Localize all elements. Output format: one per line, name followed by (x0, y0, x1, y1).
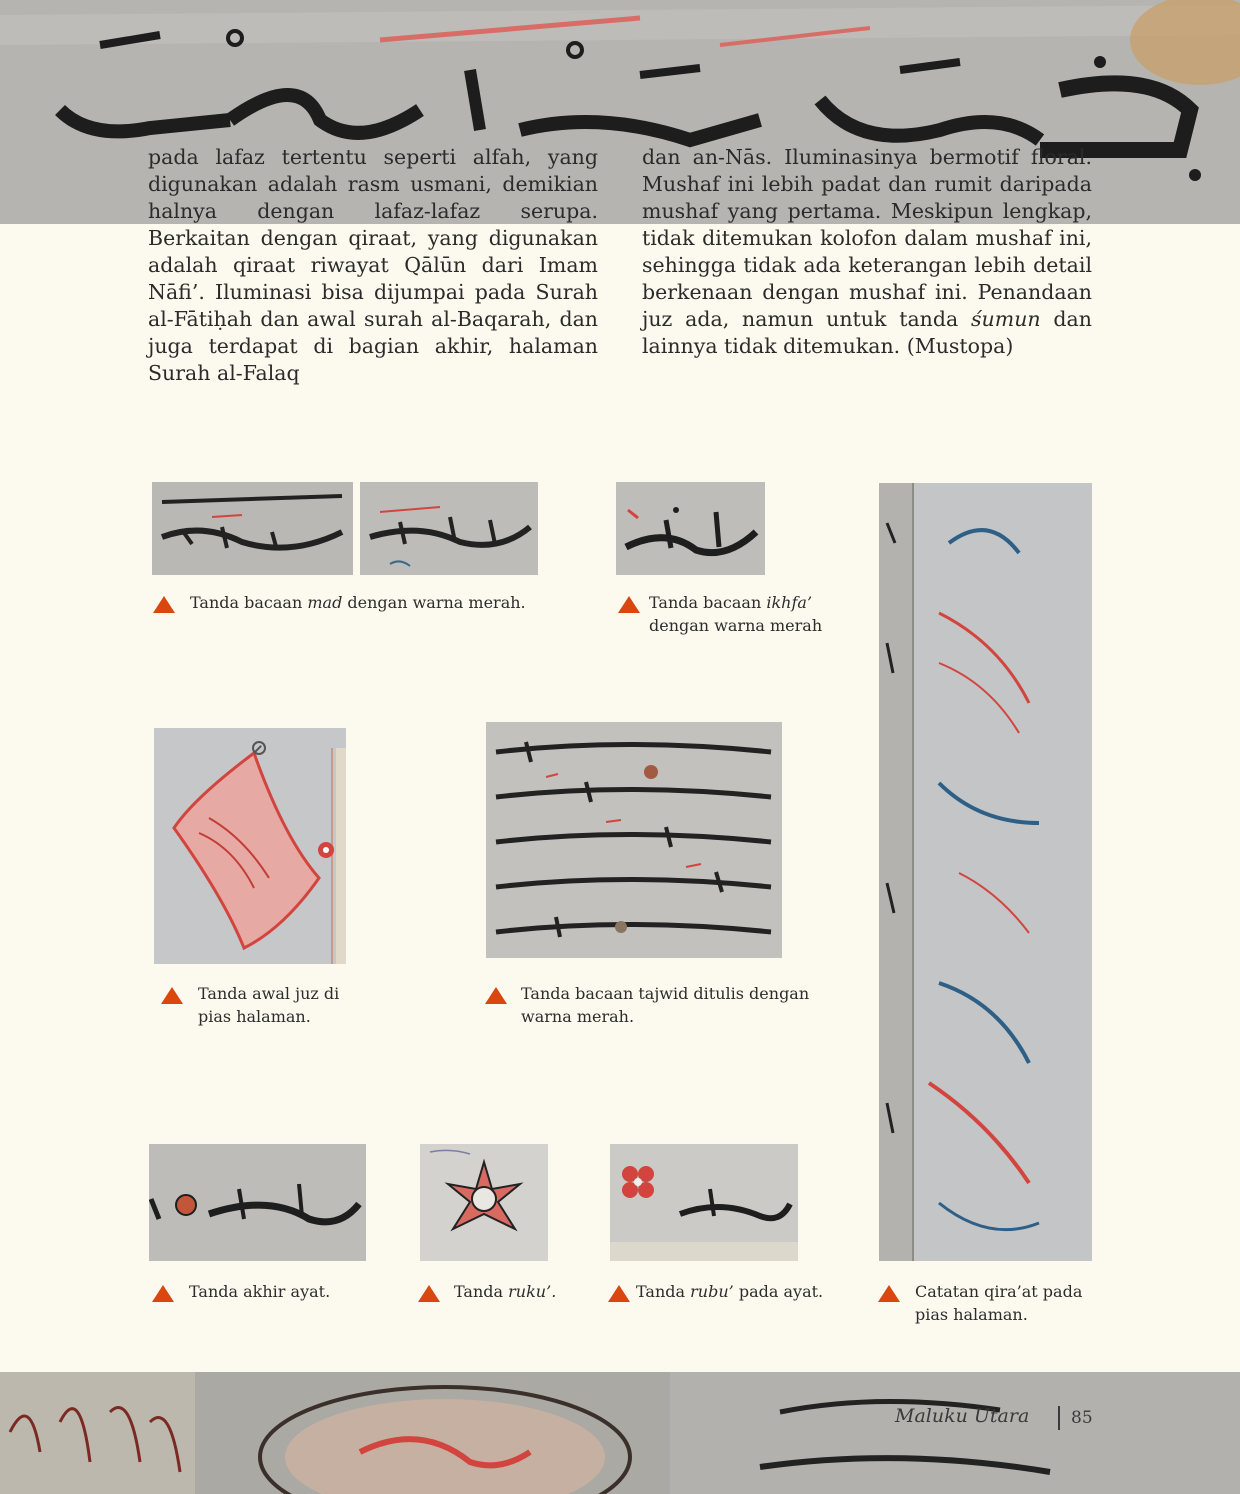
right-paragraph-text: dan an-Nās. Iluminasinya bermotif floral. Mushaf ini lebih padat dan rumit daripada mushaf yang pertama. Meskipun lengkap, tidak ditemukan kolofon dalam mushaf ini, sehingga tidak ada keterangan lebih detail berkenaan dengan mushaf ini. Penandaan juz ada, namun untuk tanda (642, 145, 1092, 331)
caption-triangle-icon (152, 1285, 174, 1302)
caption-triangle-icon (485, 987, 507, 1004)
caption-tajwid: Tanda bacaan tajwid ditulis dengan warna merah. (521, 984, 810, 1026)
photo-tajwid (486, 722, 782, 958)
right-paragraph-emphasis: śumun (971, 307, 1041, 331)
caption-triangle-icon (161, 987, 183, 1004)
photo-juz-marker (154, 728, 346, 964)
body-text-left-column (148, 144, 598, 387)
photo-ruku (420, 1144, 548, 1261)
folio-divider (1058, 1406, 1060, 1430)
caption-ikhfa: Tanda bacaan ikhfa’ dengan warna merah (649, 593, 823, 635)
photo-qiraat-margin (879, 483, 1092, 1261)
page-number: 85 (1071, 1408, 1093, 1428)
caption-mad: Tanda bacaan mad dengan warna merah. (190, 593, 526, 612)
right-paragraph-end: dan lainnya tidak ditemukan. (Mustopa) (642, 307, 1092, 358)
caption-triangle-icon (878, 1285, 900, 1302)
body-text-right-column (642, 144, 1092, 360)
caption-akhir-ayat: Tanda akhir ayat. (189, 1282, 331, 1301)
photo-rubu (610, 1144, 798, 1261)
manuscript-strip-image (0, 1372, 1240, 1494)
right-paragraph (642, 144, 1092, 360)
caption-triangle-icon (418, 1285, 440, 1302)
caption-triangle-icon (153, 596, 175, 613)
caption-juz: Tanda awal juz di pias halaman. (198, 984, 340, 1026)
photo-akhir-ayat (149, 1144, 366, 1261)
caption-qiraat: Catatan qira’at pada pias halaman. (915, 1282, 1083, 1324)
running-title: Maluku Utara (895, 1405, 1030, 1427)
bottom-manuscript-strip (0, 1372, 1240, 1494)
left-paragraph: pada lafaz tertentu seperti alfah, yang digunakan adalah rasm usmani, demikian halnya dengan lafaz-lafaz serupa. Berkaitan dengan qiraat, yang digunakan adalah qiraat riwayat Qālūn dari Imam Nāfi’. Iluminasi bisa dijumpai pada Surah al-Fātiḥah dan awal surah al-Baqarah, dan juga terdapat di bagian akhir, halaman Surah al-Falaq (148, 145, 598, 385)
photo-ikhfa (616, 482, 765, 575)
caption-triangle-icon (608, 1285, 630, 1302)
photo-mad-1 (152, 482, 353, 575)
caption-ruku: Tanda ruku’. (454, 1282, 557, 1301)
caption-triangle-icon (618, 596, 640, 613)
caption-rubu: Tanda rubu’ pada ayat. (636, 1282, 824, 1301)
photo-mad-2 (360, 482, 538, 575)
